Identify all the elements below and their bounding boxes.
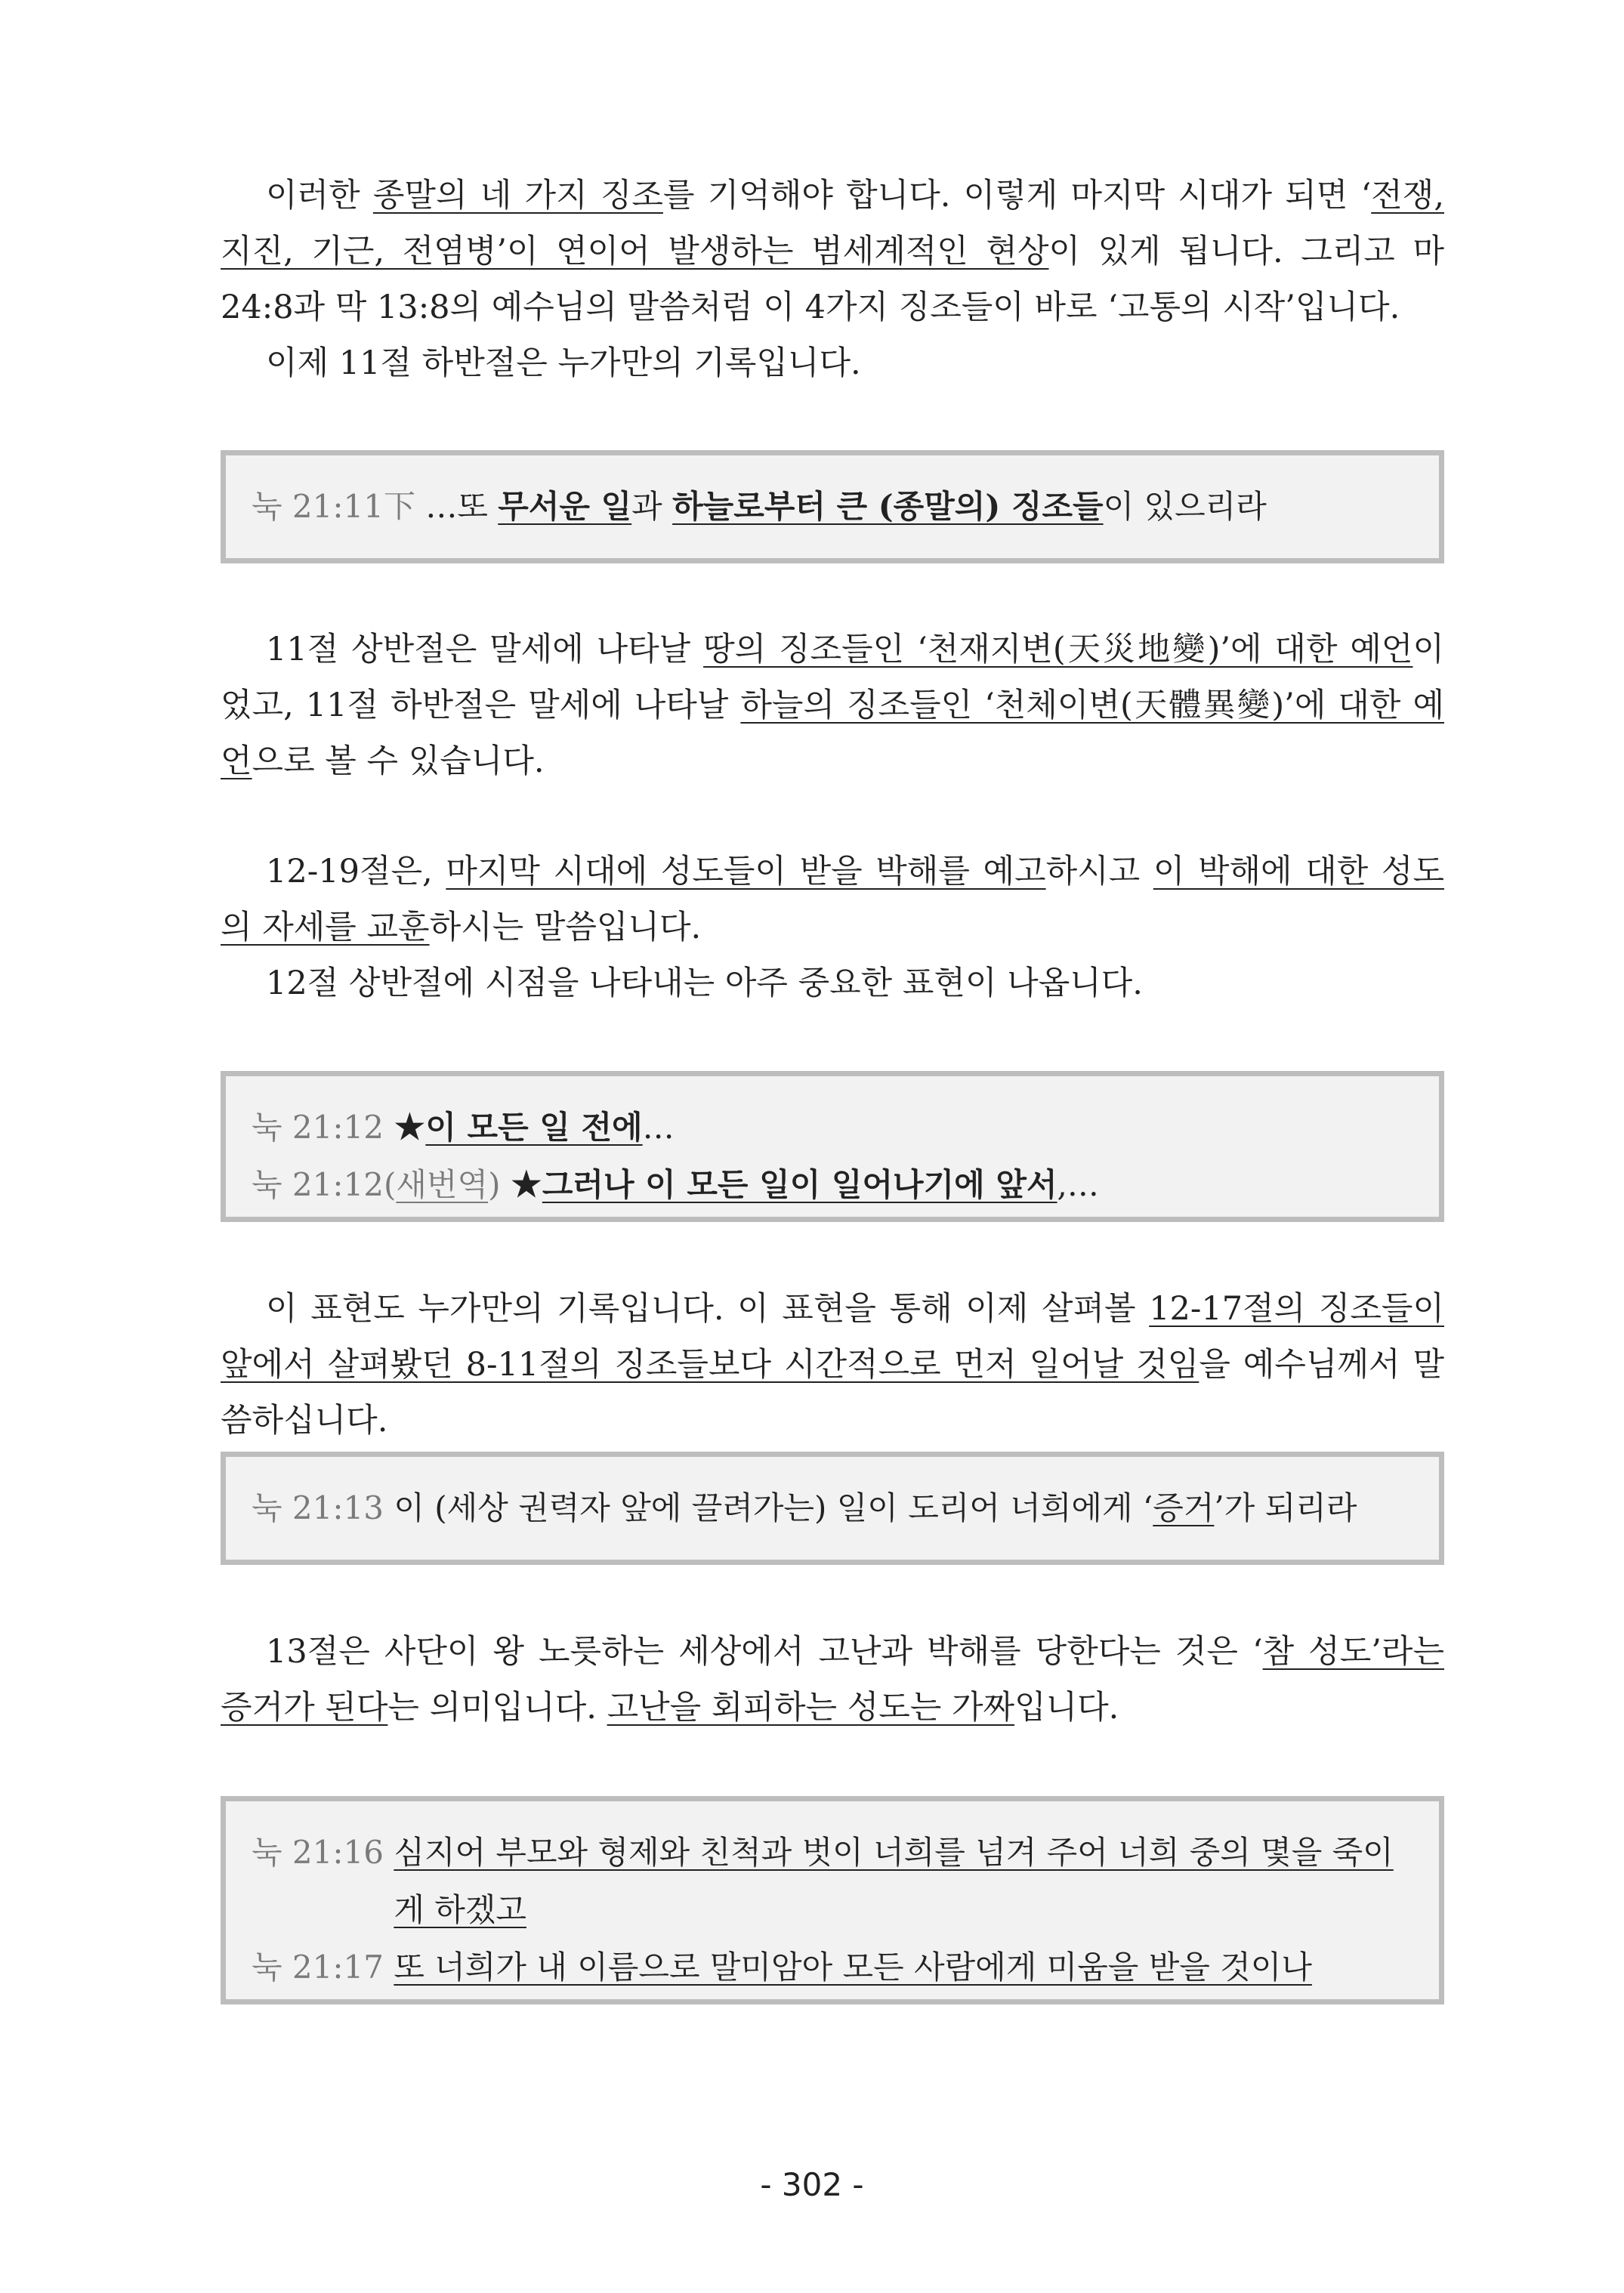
underlined-text: 종말의 네 가지 징조 [372, 177, 663, 214]
paragraph-verse-13-explanation [221, 1624, 1444, 1736]
paragraph-verse-11-intro: 이제 11절 하반절은 누가만의 기록입니다. [266, 344, 861, 382]
underlined-text: 12-17절의 징조들이 앞에서 살펴봤던 8-11절의 징조들보다 시간적으로 먼저 일어날 것임 [221, 1290, 1444, 1384]
bold-underlined-text: 이 모든 일 전에 [425, 1109, 643, 1146]
text: …또 [415, 488, 499, 525]
text: 이 (세상 권력자 앞에 끌려가는) 일이 도리어 너희에게 ‘ [383, 1489, 1153, 1526]
scripture-box-21-16-17 [221, 1796, 1444, 2004]
underlined-text: 하늘의 징조들인 ‘천체이변(天體異變)’에 대한 예언 [221, 687, 1444, 780]
star-icon: ★ [500, 1166, 542, 1203]
verse-reference: 눅 21:11下 [252, 488, 415, 525]
verse-reference: 눅 21:12( [252, 1166, 397, 1203]
paragraph-timing-explanation [221, 1281, 1444, 1449]
text: ,… [1057, 1166, 1099, 1203]
verse-line-21-17 [252, 1939, 1413, 1996]
bold-underlined-text: 그러나 이 모든 일이 일어나기에 앞서 [542, 1166, 1057, 1203]
text: 이었고, 11절 하반절은 말세에 나타날 [221, 631, 1444, 724]
text: ’가 되리라 [1214, 1489, 1357, 1526]
text: 과 [631, 488, 673, 525]
text: … [642, 1109, 675, 1146]
underlined-text: 또 너희가 내 이름으로 말미암아 모든 사람에게 미움을 받을 것이나 [394, 1949, 1312, 1986]
text: 이 있으리라 [1103, 488, 1267, 525]
scripture-box-21-12 [221, 1071, 1444, 1222]
text: 을 예수님께서 말씀하십니다. [221, 1346, 1444, 1440]
text: 11절 상반절은 말세에 나타날 [266, 631, 704, 668]
underlined-text: 심지어 부모와 형제와 친척과 벗이 너희를 넘겨 주어 너희 중의 몇을 죽이게 하겠고 [394, 1834, 1394, 1928]
text: 하시고 [1045, 853, 1153, 890]
page-number: - 302 - [760, 2166, 864, 2203]
verse-reference: 눅 21:12 [252, 1109, 384, 1146]
text: 를 기억해야 합니다. 이렇게 마지막 시대가 되면 ‘ [662, 177, 1372, 214]
bold-underlined-text: 무서운 일 [498, 488, 632, 525]
text: 이 있게 됩니다. 그리고 마 24:8과 막 13:8의 예수님의 말씀처럼 이 4가지 징조들이 바로 ‘고통의 시작’입니다. [221, 233, 1444, 326]
paragraph-verses-12-19 [221, 844, 1444, 955]
underlined-text: 이 박해에 대한 성도의 자세를 교훈 [221, 853, 1444, 946]
paragraph-verse-11-explanation [221, 622, 1444, 789]
scripture-box-21-11 [221, 450, 1444, 563]
text: 하시는 말씀입니다. [429, 909, 702, 946]
paragraph-verse-12-intro: 12절 상반절에 시점을 나타내는 아주 중요한 표현이 나옵니다. [266, 964, 1143, 1002]
text: 는 의미입니다. [387, 1689, 607, 1727]
underlined-text: 전쟁, 지진, 기근, 전염병’이 연이어 발생하는 범세계적인 현상 [221, 177, 1444, 270]
verse-reference: 눅 21:13 [252, 1489, 384, 1526]
translation-name: 새번역 [396, 1166, 489, 1203]
scripture-box-21-13 [221, 1452, 1444, 1565]
paragraph-four-signs [221, 168, 1444, 335]
text: 12-19절은, [266, 853, 446, 890]
verse-line-21-12-new-translation [252, 1156, 1413, 1214]
underlined-text: 땅의 징조들인 ‘천재지변(天災地變)’에 대한 예언 [703, 631, 1413, 668]
text: 으로 볼 수 있습니다. [252, 742, 545, 780]
verse-reference: ) [488, 1166, 501, 1203]
text: 이 표현도 누가만의 기록입니다. 이 표현을 통해 이제 살펴볼 [266, 1290, 1150, 1328]
underlined-text: 참 성도’라는 증거가 된다 [221, 1633, 1444, 1727]
text: 이러한 [266, 177, 373, 214]
star-icon: ★ [383, 1109, 426, 1146]
underlined-text: 마지막 시대에 성도들이 받을 박해를 예고 [446, 853, 1046, 890]
verse-line-21-16 [252, 1824, 1413, 1939]
bold-underlined-text: 하늘로부터 큰 (종말의) 징조들 [672, 488, 1104, 525]
verse-reference: 눅 21:16 [252, 1834, 394, 1871]
underlined-text: 고난을 회피하는 성도는 가짜 [607, 1689, 1015, 1727]
verse-line-21-12 [252, 1099, 1413, 1156]
text: 13절은 사단이 왕 노릇하는 세상에서 고난과 박해를 당한다는 것은 ‘ [266, 1633, 1263, 1671]
text: 입니다. [1014, 1689, 1119, 1727]
verse-reference: 눅 21:17 [252, 1949, 394, 1986]
underlined-text: 증거 [1153, 1489, 1215, 1526]
